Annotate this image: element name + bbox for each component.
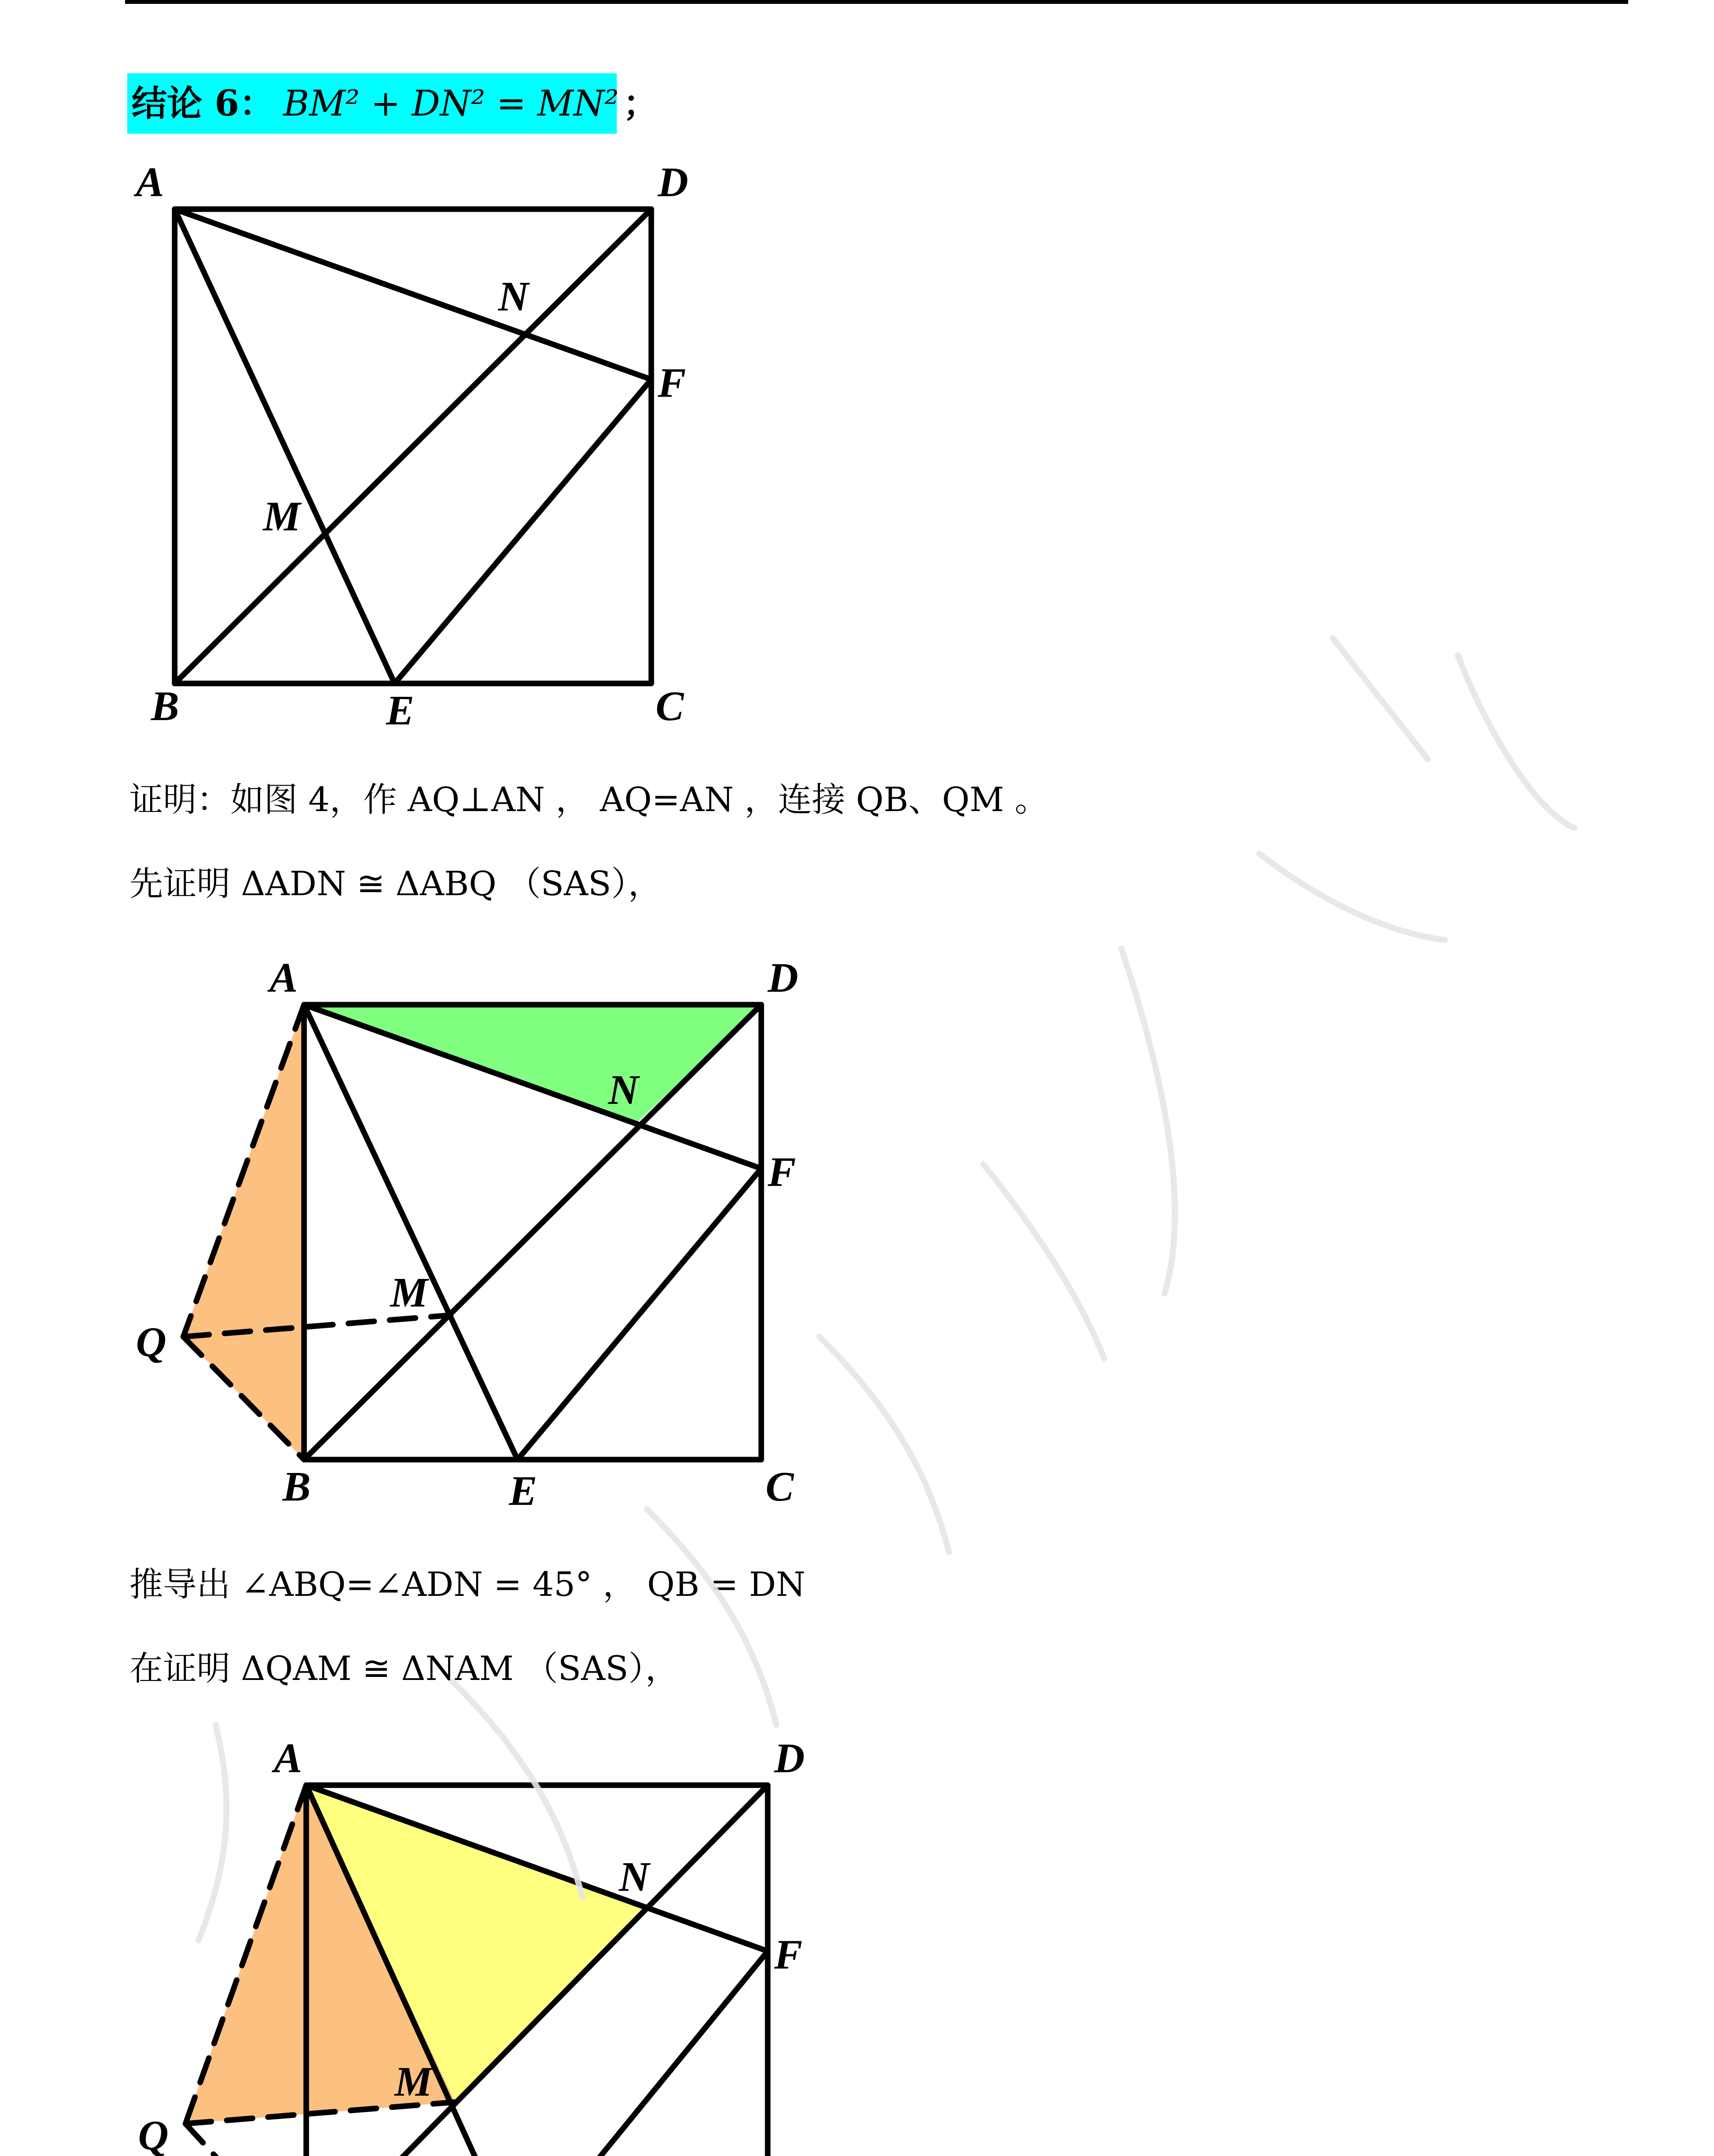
label-n: N <box>619 1854 650 1900</box>
proof-line-1: 证明：如图 4，作 AQ⊥AN ， AQ=AN ，连接 QB、QM 。 <box>129 780 1048 819</box>
label-b: B <box>283 1463 311 1510</box>
line-bd <box>175 209 651 683</box>
label-a: A <box>136 164 164 206</box>
dashed-qb <box>185 2124 306 2156</box>
label-q: Q <box>136 1319 166 1366</box>
triangle-adn-fill <box>304 1005 761 1123</box>
label-e: E <box>509 1468 537 1514</box>
heading-label: 结论 6： <box>132 83 275 124</box>
triangle-abq-fill <box>183 1005 304 1460</box>
label-a: A <box>274 1735 302 1782</box>
label-c: C <box>656 683 684 730</box>
label-m: M <box>395 2059 433 2105</box>
label-d: D <box>768 955 798 1001</box>
figure-1-svg <box>129 164 733 759</box>
figure-3 <box>129 1733 863 2156</box>
heading-formula: BM² + DN² = MN² <box>283 83 619 124</box>
label-b: B <box>151 683 179 730</box>
label-d: D <box>774 1735 805 1782</box>
label-d: D <box>658 164 688 206</box>
label-n: N <box>498 273 529 320</box>
line-ae <box>304 1005 518 1460</box>
line-ae <box>175 209 395 683</box>
proof-line-4: 在证明 ΔQAM ≅ ΔNAM （SAS）， <box>129 1649 679 1688</box>
label-f: F <box>768 1149 796 1195</box>
label-m: M <box>390 1269 428 1316</box>
label-m: M <box>263 493 301 540</box>
top-rule <box>125 0 1628 4</box>
proof-line-3: 推导出 ∠ABQ=∠ADN = 45° ， QB = DN <box>129 1565 806 1604</box>
label-a: A <box>270 955 298 1001</box>
label-c: C <box>766 1463 794 1510</box>
figure-1 <box>129 164 733 759</box>
proof-line-2: 先证明 ΔADN ≅ ΔABQ （SAS）， <box>129 865 662 903</box>
figure-2 <box>129 953 863 1531</box>
label-n: N <box>608 1067 639 1113</box>
label-q: Q <box>138 2112 169 2156</box>
conclusion-heading <box>127 73 659 134</box>
label-f: F <box>774 1931 803 1978</box>
label-f: F <box>658 360 686 406</box>
line-af <box>175 209 651 379</box>
figure-3-svg <box>129 1733 863 2156</box>
heading-end: ； <box>623 83 659 124</box>
figure-2-svg <box>129 953 863 1531</box>
label-e: E <box>386 687 414 734</box>
